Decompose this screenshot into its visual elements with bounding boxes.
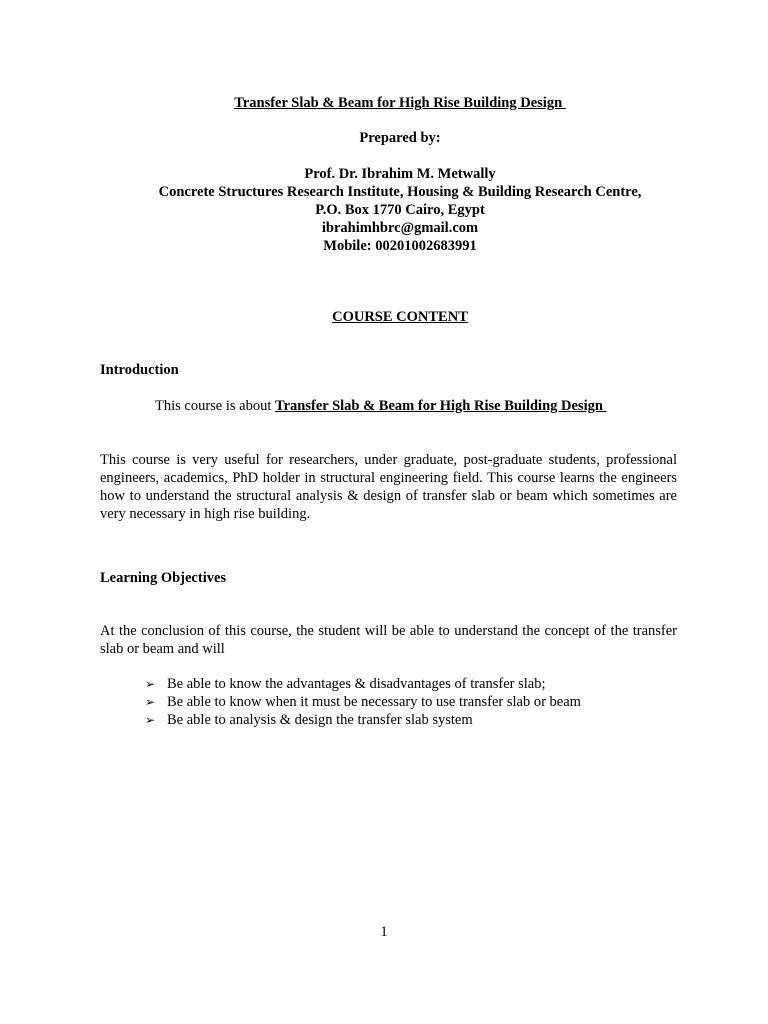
learning-objectives-heading: Learning Objectives	[100, 570, 227, 586]
objectives-list	[145, 675, 581, 729]
author-name: Prof. Dr. Ibrahim M. Metwally	[304, 166, 496, 182]
list-item	[145, 711, 581, 729]
course-about-line	[155, 397, 607, 415]
objective-text: Be able to know when it must be necessary to use transfer slab or beam	[167, 694, 581, 710]
author-block	[100, 165, 700, 255]
author-institute: Concrete Structures Research Institute, Housing & Building Research Centre,	[158, 184, 642, 200]
author-address: P.O. Box 1770 Cairo, Egypt	[315, 202, 485, 218]
objective-text: Be able to analysis & design the transfer slab system	[167, 712, 473, 728]
author-email: ibrahimhbrc@gmail.com	[321, 220, 479, 236]
arrow-bullet-icon: ➢	[145, 677, 156, 691]
course-about-prefix: This course is about	[155, 398, 276, 414]
learning-objectives-paragraph: At the conclusion of this course, the student will be able to understand the concept of the transfer slab or beam and will	[100, 623, 677, 657]
document-title: Transfer Slab & Beam for High Rise Building Design	[234, 95, 566, 111]
arrow-bullet-icon: ➢	[145, 695, 156, 709]
list-item	[145, 675, 581, 693]
page-number: 1	[380, 924, 388, 940]
course-content-heading: COURSE CONTENT	[332, 309, 468, 325]
course-about-title: Transfer Slab & Beam for High Rise Building Design	[275, 398, 607, 414]
introduction-paragraph: This course is very useful for researchers, under graduate, post-graduate students, professional engineers, academics, PhD holder in structural engineering field. This course learns the engineers how to understand the structural analysis & design of transfer slab or beam which sometimes are very necessary in high rise building.	[100, 452, 677, 522]
author-mobile: Mobile: 00201002683991	[323, 238, 477, 254]
prepared-by-label: Prepared by:	[359, 130, 441, 146]
list-item	[145, 693, 581, 711]
objective-text: Be able to know the advantages & disadvantages of transfer slab;	[167, 676, 546, 692]
introduction-heading: Introduction	[100, 362, 179, 378]
arrow-bullet-icon: ➢	[145, 713, 156, 727]
